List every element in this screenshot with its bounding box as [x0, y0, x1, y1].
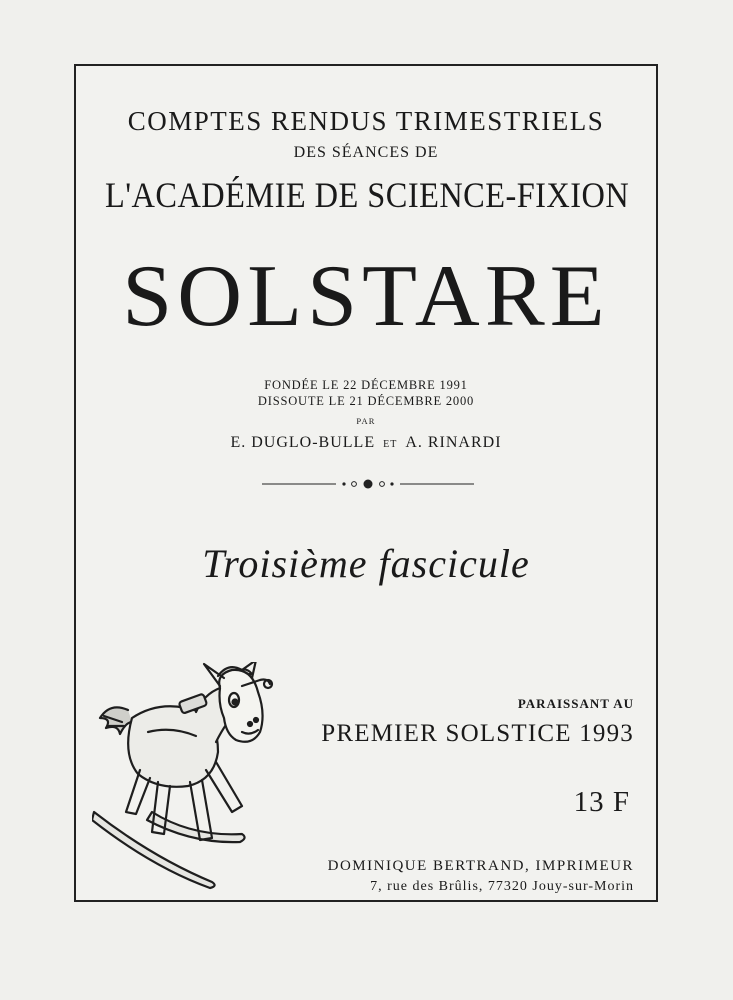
ornament-divider: [262, 474, 474, 494]
founding-date: FONDÉE LE 22 DÉCEMBRE 1991: [264, 378, 468, 392]
price: 13 F: [573, 786, 630, 818]
printer-name: DOMINIQUE BERTRAND, IMPRIMEUR: [327, 858, 634, 874]
header-line-des-seances: DES SÉANCES DE: [293, 144, 439, 161]
printer-address: 7, rue des Brûlis, 77320 Jouy-sur-Morin: [370, 879, 634, 894]
and-label: ET: [383, 439, 398, 450]
by-label: PAR: [356, 416, 376, 426]
authors-line: [76, 434, 656, 452]
author-2: A. RINARDI: [405, 434, 502, 451]
issue-title: Troisième fascicule: [202, 541, 530, 586]
main-title: SOLSTARE: [122, 248, 610, 345]
author-1: E. DUGLO-BULLE: [230, 434, 376, 451]
cover-frame: [74, 64, 658, 902]
publication-date: PREMIER SOLSTICE 1993: [321, 720, 634, 747]
header-line-comptes-rendus: COMPTES RENDUS TRIMESTRIELS: [127, 106, 605, 136]
rocking-horse-illustration: [92, 662, 312, 902]
dissolution-date: DISSOUTE LE 21 DÉCEMBRE 2000: [257, 394, 475, 408]
appearing-label: PARAISSANT AU: [517, 696, 634, 711]
header-line-academie: L'ACADÉMIE DE SCIENCE-FIXION: [105, 175, 630, 215]
